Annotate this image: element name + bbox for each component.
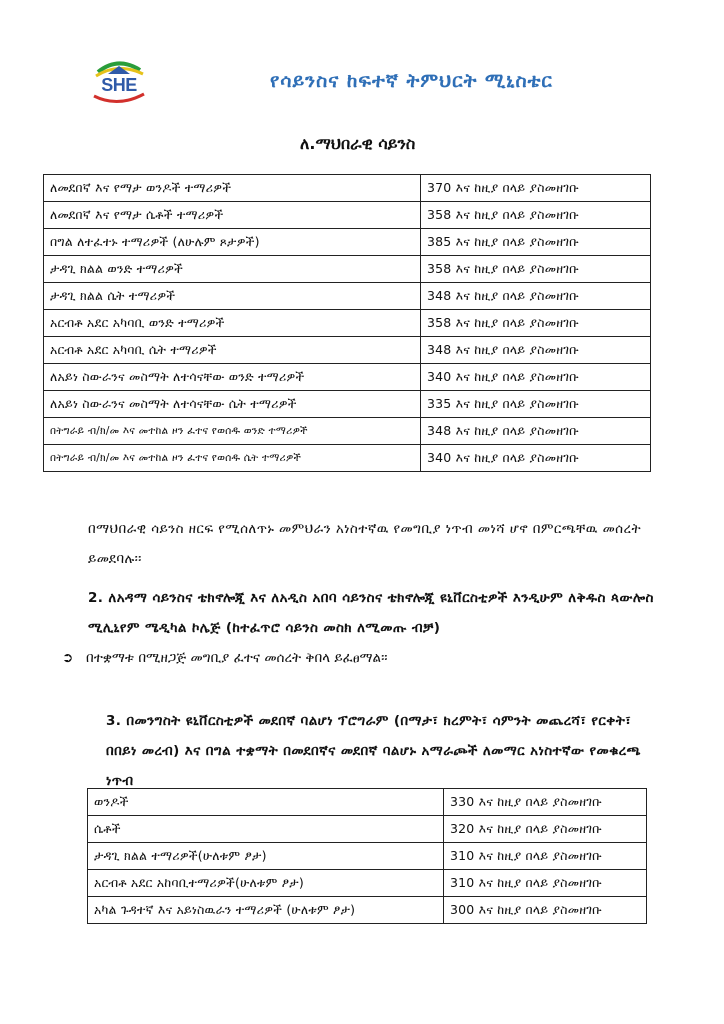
row-label: በግል ለተፈተኑ ተማሪዎች (ለሁሉም ጾታዎች) — [44, 229, 421, 256]
section-title: ለ.ማህበራዊ ሳይንስ — [300, 134, 416, 153]
ministry-title: የሳይንስና ከፍተኛ ትምህርት ሚኒስቴር — [270, 70, 553, 92]
row-cutoff-value: 310 እና ከዚያ በላይ ያስመዘገቡ — [444, 870, 647, 897]
row-cutoff-value: 300 እና ከዚያ በላይ ያስመዘገቡ — [444, 897, 647, 924]
row-label: ሴቶች — [88, 816, 444, 843]
row-label: ለመደበኛ እና የማታ ወንዶች ተማሪዎች — [44, 175, 421, 202]
row-cutoff-value: 348 እና ከዚያ በላይ ያስመዘገቡ — [421, 337, 651, 364]
non-regular-cutoff-table — [87, 788, 647, 924]
row-label: አርብቶ አደር አካባቢ ሴት ተማሪዎች — [44, 337, 421, 364]
row-label: ለአይነ ስውራንና መስማት ለተሳናቸው ወንድ ተማሪዎች — [44, 364, 421, 391]
row-label: አካል ጉዳተኛ እና አይነስዉራን ተማሪዎች (ሁለቱም ፆታ) — [88, 897, 444, 924]
row-label: ለአይነ ስውራንና መስማት ለተሳናቸው ሴት ተማሪዎች — [44, 391, 421, 418]
row-label: ወንዶች — [88, 789, 444, 816]
logo-text: SHE — [101, 75, 137, 95]
paragraph-teachers: በማህበራዊ ሳይንስ ዘርፍ የሚሰለጥኑ መምህራን አነስተኛዉ የመግቢያ ነጥብ መነሻ ሆኖ በምርጫቸዉ መሰረት ይመደባሉ፡፡ — [88, 521, 641, 567]
row-cutoff-value: 370 እና ከዚያ በላይ ያስመዘገቡ — [421, 175, 651, 202]
row-cutoff-value: 340 እና ከዚያ በላይ ያስመዘገቡ — [421, 445, 651, 472]
paragraph-adama-aastu: 2. ለአዳማ ሳይንስና ቴክኖሎጂ እና ለአዲስ አበባ ሳይንስና ቴክኖሎጂ ዩኒቨርስቲዎች እንዲሁም ለቅዱስ ጳውሎስ ሚሊኒየም ሜዲካል ኮሌጅ (ከተፈጥሮ ሳይንስ መስክ ለሚመጡ ብቻ) — [88, 590, 654, 636]
row-label: ታዳጊ ክልል ተማሪዎች(ሁለቱም ፆታ) — [88, 843, 444, 870]
row-cutoff-value: 340 እና ከዚያ በላይ ያስመዘገቡ — [421, 364, 651, 391]
table-row — [44, 391, 651, 418]
table-row — [44, 229, 651, 256]
row-label: አርብቶ አደር አካባቢ ወንድ ተማሪዎች — [44, 310, 421, 337]
table-row — [88, 789, 647, 816]
row-cutoff-value: 348 እና ከዚያ በላይ ያስመዘገቡ — [421, 418, 651, 445]
arrow-icon: ➲ — [62, 650, 74, 666]
table-row — [44, 445, 651, 472]
table-row — [88, 843, 647, 870]
row-cutoff-value: 358 እና ከዚያ በላይ ያስመዘገቡ — [421, 202, 651, 229]
table-row — [88, 816, 647, 843]
row-label: በትግራይ ብ/ክ/መ እና መተከል ዞን ፈተና የወሰዱ ሴት ተማሪዎች — [44, 445, 421, 472]
table-row — [44, 310, 651, 337]
table-row — [88, 897, 647, 924]
row-cutoff-value: 320 እና ከዚያ በላይ ያስመዘገቡ — [444, 816, 647, 843]
bullet-text: በተቋማቱ በሚዘጋጅ መግቢያ ፈተና መሰረት ቅበላ ይፈፀማል፡፡ — [86, 650, 388, 666]
table-row — [44, 202, 651, 229]
table-row — [44, 337, 651, 364]
row-label: በትግራይ ብ/ክ/መ እና መተከል ዞን ፈተና የወሰዱ ወንድ ተማሪዎች — [44, 418, 421, 445]
social-science-cutoff-table — [43, 174, 651, 472]
table-row — [88, 870, 647, 897]
table-row — [44, 418, 651, 445]
ministry-logo — [88, 58, 150, 104]
paragraph-non-regular: 3. በመንግስት ዩኒቨርስቲዎች መደበኛ ባልሆነ ፕሮግራም (በማታ፣ ክረምት፣ ሳምንት መጨረሻ፣ የርቀት፣ በበይነ መረብ) እና በግል ተቋማት በመደበኛና መደበኛ ባልሆኑ አማራጮች ለመማር አነስተኛው የመቁረጫ ነጥብ — [106, 713, 641, 789]
entrance-exam-bullet — [62, 650, 388, 666]
row-cutoff-value: 348 እና ከዚያ በላይ ያስመዘገቡ — [421, 283, 651, 310]
row-cutoff-value: 310 እና ከዚያ በላይ ያስመዘገቡ — [444, 843, 647, 870]
row-label: ታዳጊ ክልል ሴት ተማሪዎች — [44, 283, 421, 310]
row-cutoff-value: 335 እና ከዚያ በላይ ያስመዘገቡ — [421, 391, 651, 418]
row-cutoff-value: 358 እና ከዚያ በላይ ያስመዘገቡ — [421, 256, 651, 283]
row-label: ታዳጊ ክልል ወንድ ተማሪዎች — [44, 256, 421, 283]
table-row — [44, 256, 651, 283]
table-row — [44, 283, 651, 310]
table-row — [44, 175, 651, 202]
table-row — [44, 364, 651, 391]
row-label: አርብቶ አደር አከባቢተማሪዎች(ሁለቱም ፆታ) — [88, 870, 444, 897]
row-cutoff-value: 330 እና ከዚያ በላይ ያስመዘገቡ — [444, 789, 647, 816]
row-cutoff-value: 385 እና ከዚያ በላይ ያስመዘገቡ — [421, 229, 651, 256]
row-label: ለመደበኛ እና የማታ ሴቶች ተማሪዎች — [44, 202, 421, 229]
row-cutoff-value: 358 እና ከዚያ በላይ ያስመዘገቡ — [421, 310, 651, 337]
